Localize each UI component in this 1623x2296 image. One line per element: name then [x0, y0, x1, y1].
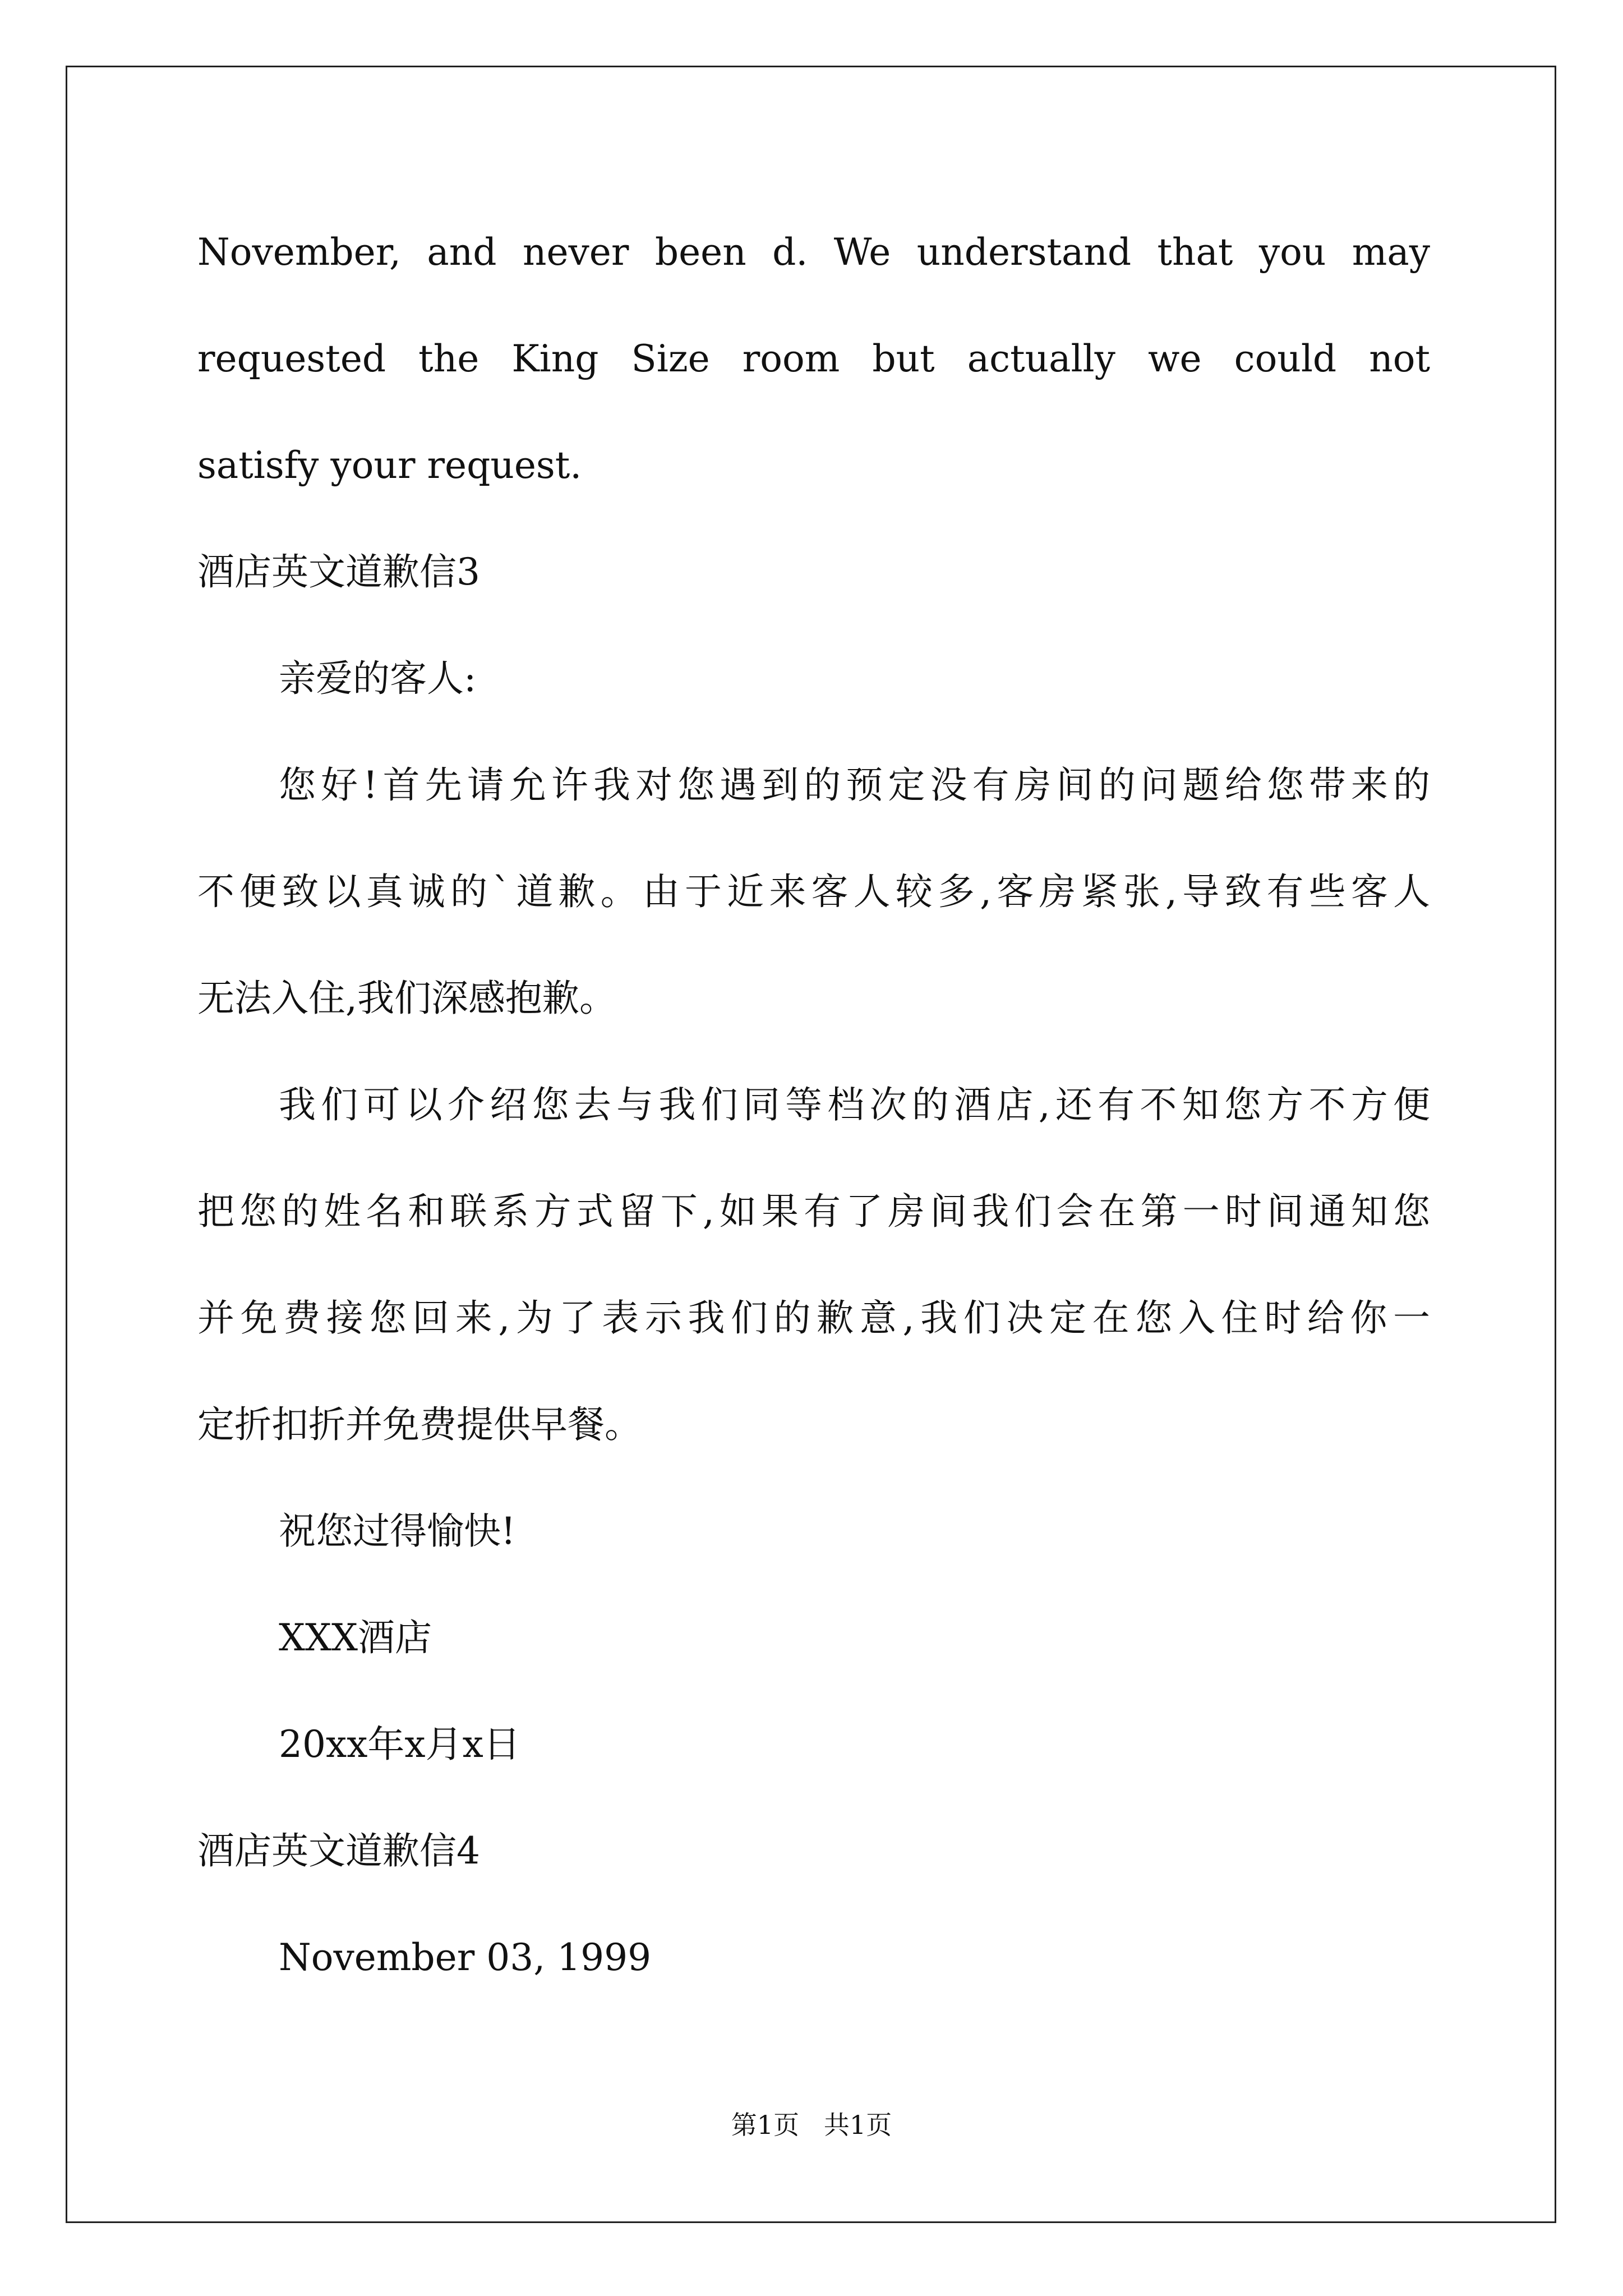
english-text-line: requested the King Size room but actually we could not	[197, 337, 1430, 380]
letter-date: November 03, 1999	[279, 1936, 652, 1979]
paragraph-line: 我们可以介绍您去与我们同等档次的酒店,还有不知您方不方便	[279, 1083, 1430, 1126]
english-text-line: satisfy your request.	[197, 444, 582, 487]
paragraph-line: 定折扣折并免费提供早餐。	[197, 1403, 642, 1446]
paragraph-line: 把您的姓名和联系方式留下,如果有了房间我们会在第一时间通知您	[197, 1190, 1430, 1233]
closing-line: 祝您过得愉快!	[279, 1510, 516, 1553]
section-heading: 酒店英文道歉信3	[197, 550, 480, 593]
letter-date: 20xx年x月x日	[279, 1723, 520, 1766]
paragraph-line: 并免费接您回来,为了表示我们的歉意,我们决定在您入住时给你一	[197, 1296, 1430, 1340]
paragraph-line: 您好!首先请允许我对您遇到的预定没有房间的问题给您带来的	[279, 763, 1430, 807]
page-border	[66, 66, 1556, 2223]
english-text-line: November, and never been d. We understand that you may	[197, 231, 1430, 274]
paragraph-line: 不便致以真诚的`道歉。由于近来客人较多,客房紧张,导致有些客人	[197, 870, 1430, 913]
page-footer: 第1页 共1页	[731, 2110, 892, 2140]
salutation: 亲爱的客人:	[279, 657, 477, 700]
section-heading: 酒店英文道歉信4	[197, 1829, 480, 1872]
signature: XXX酒店	[279, 1616, 432, 1659]
paragraph-line: 无法入住,我们深感抱歉。	[197, 977, 616, 1020]
